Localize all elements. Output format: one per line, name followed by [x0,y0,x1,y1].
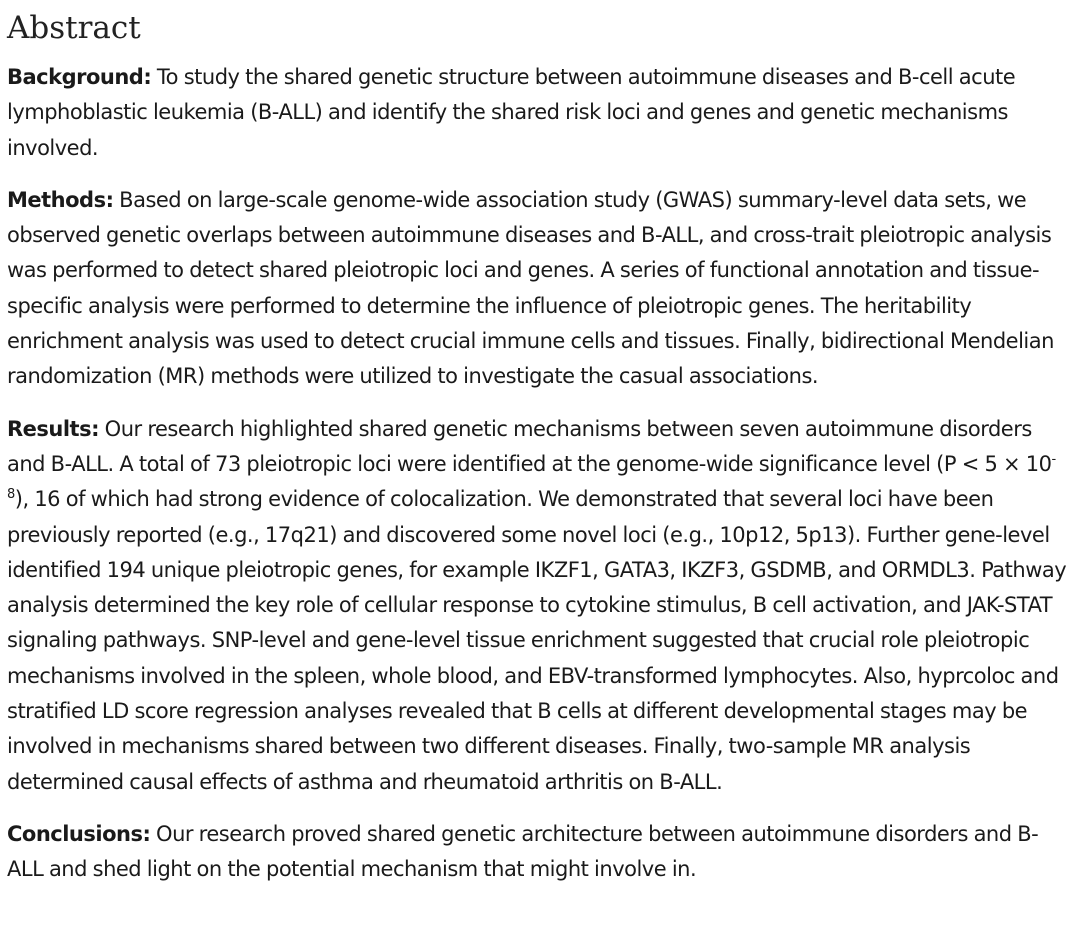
results-exponent: -8 [7,451,1056,503]
conclusions-paragraph [7,817,1068,888]
conclusions-label: Conclusions: [7,821,151,846]
conclusions-text: Our research proved shared genetic architecture between autoimmune disorders and B-ALL and shed light on the potential mechanism that might involve in. [7,821,1039,882]
results-text-part2: ), 16 of which had strong evidence of colocalization. We demonstrated that several loci have been previously reported (e.g., 17q21) and discovered some novel loci (e.g., 10p12, 5p13). Further gene-level identified 194 unique pleiotropic genes, for example IKZF1, GATA3, IKZF3, GSDMB, and ORMDL3. Pathway analysis determined the key role of cellular response to cytokine stimulus, B cell activation, and JAK-STAT signaling pathways. SNP-level and gene-level tissue enrichment suggested that crucial role pleiotropic mechanisms involved in the spleen, whole blood, and EBV-transformed lymphocytes. Also, hyprcoloc and stratified LD score regression analyses revealed that B cells at different developmental stages may be involved in mechanisms shared between two different diseases. Finally, two-sample MR analysis determined causal effects of asthma and rheumatoid arthritis on B-ALL. [7,487,1067,794]
methods-label: Methods: [7,187,114,212]
background-paragraph [7,60,1068,166]
results-label: Results: [7,416,99,441]
results-paragraph [7,412,1068,800]
background-label: Background: [7,65,152,89]
results-text-part1: Our research highlighted shared genetic mechanisms between seven autoimmune disorders and B-ALL. A total of 73 pleiotropic loci were identified at the genome-wide significance level (P < 5 × 10 [7,416,1052,476]
background-text: To study the shared genetic structure between autoimmune diseases and B-cell acute lymphoblastic leukemia (B-ALL) and identify the shared risk loci and genes and genetic mechanisms involved. [7,65,1016,160]
methods-text: Based on large-scale genome-wide association study (GWAS) summary-level data sets, we observed genetic overlaps between autoimmune diseases and B-ALL, and cross-trait pleiotropic analysis was performed to detect shared pleiotropic loci and genes. A series of functional annotation and tissue-specific analysis were performed to determine the influence of pleiotropic genes. The heritability enrichment analysis was used to detect crucial immune cells and tissues. Finally, bidirectional Mendelian randomization (MR) methods were utilized to investigate the casual associations. [7,187,1054,389]
abstract-heading: Abstract [7,10,141,46]
methods-paragraph [7,183,1068,395]
